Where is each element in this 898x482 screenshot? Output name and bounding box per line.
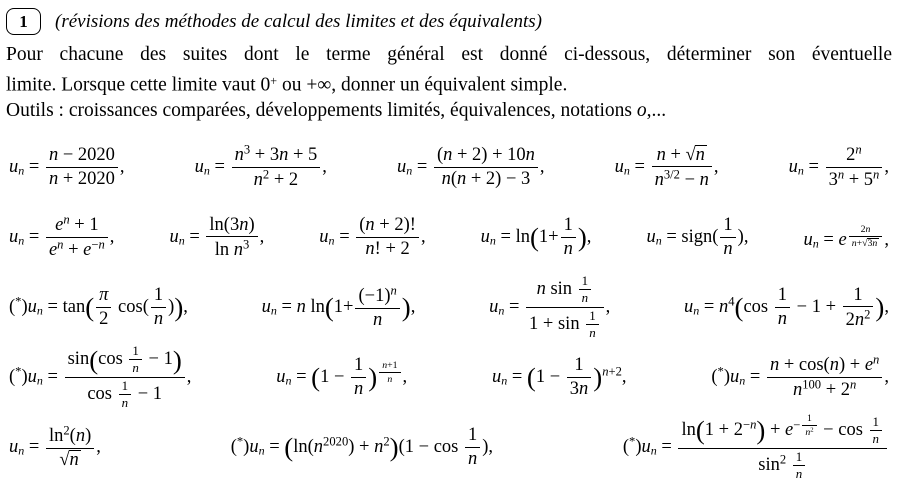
formula-row-3 xyxy=(6,272,892,341)
formula: $u_n = (1$ − $\frac{1}{3n}$ )$^{n+2}$, xyxy=(491,355,627,399)
formula-row-1 xyxy=(6,138,892,196)
formula: $u_n$ = $\frac{\ln(3n)}{\ln n^3}$ , xyxy=(169,214,265,260)
formula: $u_n$ = $\frac{(n + 2)!}{n! + 2}$ , xyxy=(319,215,426,259)
formula: $u_n = (1$ − $\frac{1}{n}$ ) $^{\frac{n+1}{n}}$ , xyxy=(276,355,408,399)
intro-line-2-text: limite. Lorsque cette limite vaut 0 xyxy=(6,74,271,96)
formula: $u_n$ = $\frac{n - 2020}{n + 2020}$ , xyxy=(9,145,125,189)
formula-area xyxy=(6,138,892,482)
formula: $u_n$ = n sin $\frac{1}{n}$ 1 + sin $\frac{1}{n}$ , xyxy=(489,272,611,341)
formula: $(^*)u_n$ = $\ln(1 + 2^{-n}) + e^{- \frac{1}{n^2}}$ − cos $\frac{1}{n}$ $\sin^2$ $\frac{1}{n}$ xyxy=(623,413,889,481)
formula-row-5 xyxy=(6,413,892,482)
formula: $u_n$ = $\frac{\ln^2(n)}{√n}$ , xyxy=(9,423,101,470)
exercise-header xyxy=(6,8,892,35)
superscript-plus: + xyxy=(270,74,278,88)
formula: $(^*)u_n$ = $\frac{n + \cos(n) + e^n}{n^{100} + 2^n}$ , xyxy=(711,352,889,401)
formula: $u_n = n^4(\cos$ $\frac{1}{n}$ − 1 + $\frac{1}{2n^2}$ ), xyxy=(684,284,889,330)
formula: $u_n = \ln(1+$ $\frac{1}{n}$ ), xyxy=(480,215,592,259)
formula: $(^*)u_n = \tan$( $\frac{\pi}{2}$ cos( $\frac{1}{n}$ )), xyxy=(9,285,188,329)
intro-line-2 xyxy=(6,68,892,98)
intro-line-3-text-cont: ,... xyxy=(646,100,667,122)
formula: $u_n$ = $\frac{(n + 2) + 10n}{n(n + 2) - 3}$ , xyxy=(396,145,545,189)
formula: $u_n$ = sign( $\frac{1}{n}$ ), xyxy=(646,215,749,259)
formula: $u_n = e$ $^{\frac{2n}{n+√3n}}$ , xyxy=(803,223,889,251)
intro-line-3 xyxy=(6,98,892,124)
formula-row-2 xyxy=(6,208,892,266)
notation-o-symbol: o xyxy=(636,100,647,122)
formula: $u_n = n$ ln(1+ $\frac{(-1)^n}{n}$ ), xyxy=(261,283,416,330)
intro-line-2-text-cont: ou +∞, donner un équivalent simple. xyxy=(277,74,568,96)
intro-paragraph xyxy=(6,42,892,124)
formula: $u_n$ = $\frac{2^n}{3^n + 5^n}$ , xyxy=(788,142,889,191)
intro-line-1: Pour chacune des suites dont le terme général est donné ci-dessous, déterminer son éventuelle xyxy=(6,44,892,65)
formula: $(^*)u_n = (\ln(n^{2020}) + n^2)(1 - \cos$ $\frac{1}{n}$ ), xyxy=(230,425,494,469)
intro-line-3-text: Outils : croissances comparées, développements limités, équivalences, notations xyxy=(6,100,637,122)
formula: $(^*)u_n$ = sin(cos $\frac{1}{n}$ − 1) cos $\frac{1}{n}$ − 1 , xyxy=(9,342,192,411)
exercise-number-box: 1 xyxy=(6,8,41,35)
formula: $u_n$ = $\frac{n + √n}{n^{3/2} - n}$ , xyxy=(614,144,719,190)
formula-row-4 xyxy=(6,342,892,411)
formula: $u_n$ = $\frac{n^3 + 3n + 5}{n^2 + 2}$ , xyxy=(194,142,327,191)
formula: $u_n$ = $\frac{e^n + 1}{e^n + e^{-n}}$ , xyxy=(9,212,115,261)
exercise-title: (révisions des méthodes de calcul des limites et des équivalents) xyxy=(55,10,543,32)
